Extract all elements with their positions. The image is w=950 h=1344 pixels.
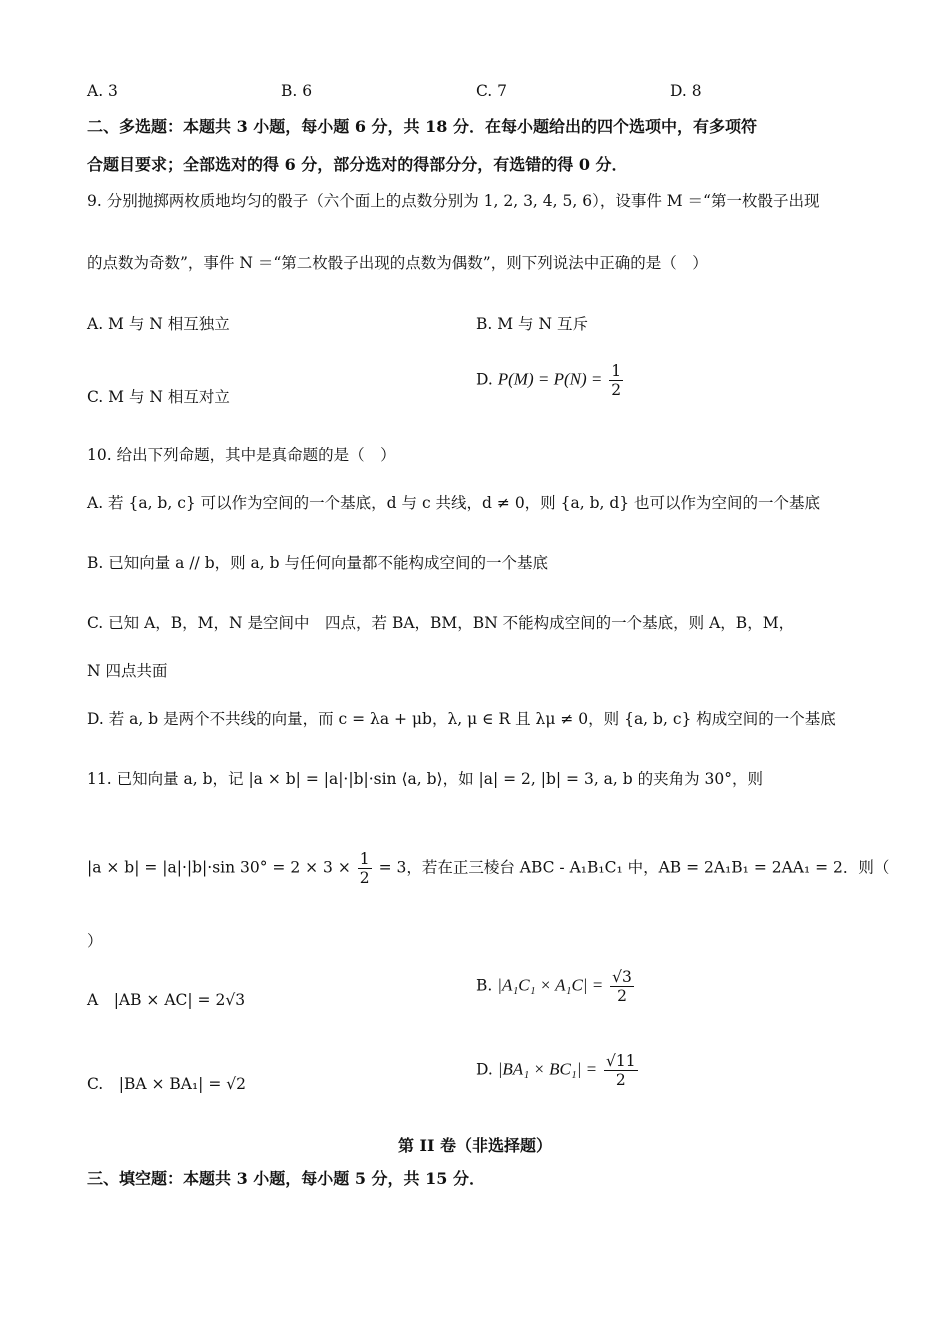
q9-stem-line2: 的点数为奇数”，事件 N ＝“第二枚骰子出现的点数为偶数”，则下列说法中正确的是（ ） [87, 254, 708, 272]
q9-option-d-fraction [609, 362, 623, 399]
q11-option-b-fraction [610, 968, 634, 1005]
q11-option-b-expr: |A₁C₁ × A₁C| = [497, 975, 604, 995]
q9-option-b: B. M 与 N 互斥 [476, 315, 588, 333]
section2-line1: 二、多选题：本题共 3 小题，每小题 6 分，共 18 分．在每小题给出的四个选项中，有多项符 [87, 117, 757, 136]
q10-stem: 10. 给出下列命题，其中是真命题的是（ ） [87, 446, 396, 464]
q11-example-expr: |a × b| = |a|·|b|·sin 30° = 2 × 3 × [87, 858, 351, 877]
q11-option-d-expr: |BA₁ × BC₁| = [497, 1059, 598, 1079]
q11-stem-line3: ） [87, 932, 103, 950]
q11-option-b [476, 968, 636, 1005]
q11-stem-line1: 11. 已知向量 a, b，记 |a × b| = |a|·|b|·sin ⟨a, b⟩，如 |a| = 2, |b| = 3, a, b 的夹角为 30°，则 [87, 770, 764, 788]
q9-option-c: C. M 与 N 相互对立 [87, 388, 230, 406]
q11-option-b-denominator: 2 [617, 987, 627, 1005]
q10-option-c-line2: N 四点共面 [87, 662, 168, 680]
q8-option-d: D. 8 [670, 82, 702, 100]
q10-option-d: D. 若 a, b 是两个不共线的向量，而 c = λa + μb，λ, μ ∈ R 且 λμ ≠ 0，则 {a, b, c} 构成空间的一个基底 [87, 710, 836, 728]
q11-example-denominator: 2 [359, 869, 370, 887]
q11-example-numerator: 1 [359, 850, 370, 868]
q11-stem-rest: = 3，若在正三棱台 ABC - A₁B₁C₁ 中，AB = 2A₁B₁ = 2AA₁ = 2．则（ [378, 858, 890, 877]
q11-option-d-denominator: 2 [615, 1071, 626, 1089]
q11-option-a: A |AB × AC| = 2√3 [87, 991, 246, 1009]
q9-stem-line1: 9. 分别抛掷两枚质地均匀的骰子（六个面上的点数分别为 1, 2, 3, 4, 5, 6），设事件 M ＝“第一枚骰子出现 [87, 192, 820, 210]
q10-option-c-line1: C. 已知 A，B，M，N 是空间中 四点，若 BA，BM，BN 不能构成空间的一个基底，则 A，B，M， [87, 614, 795, 632]
part2-title: 第 II 卷（非选择题） [397, 1136, 553, 1155]
q9-option-d-denominator: 2 [611, 381, 622, 399]
q8-option-a: A. 3 [87, 82, 118, 100]
q11-example-fraction [358, 850, 372, 887]
q8-option-c: C. 7 [476, 82, 508, 100]
q9-option-d-expr: P(M) = P(N) = [497, 369, 603, 389]
q9-option-d [476, 362, 625, 399]
q11-option-b-numerator: √3 [612, 968, 632, 986]
q8-option-b: B. 6 [281, 82, 313, 100]
q9-option-d-numerator: 1 [611, 362, 622, 380]
q11-option-d-fraction [604, 1052, 638, 1089]
q11-option-c: C. |BA × BA₁| = √2 [87, 1075, 246, 1093]
q9-option-a: A. M 与 N 相互独立 [87, 315, 230, 333]
q11-option-d-numerator: √11 [606, 1052, 636, 1070]
q11-option-d-label: D. [476, 1060, 493, 1079]
q9-option-d-label: D. [476, 370, 493, 389]
q11-option-b-label: B. [476, 976, 493, 995]
q10-option-b: B. 已知向量 a // b，则 a, b 与任何向量都不能构成空间的一个基底 [87, 554, 549, 572]
q10-option-a: A. 若 {a, b, c} 可以作为空间的一个基底，d 与 c 共线，d ≠ 0，则 {a, b, d} 也可以作为空间的一个基底 [87, 494, 821, 512]
q11-stem-line2 [87, 850, 889, 887]
q11-option-d [476, 1052, 640, 1089]
section3-heading: 三、填空题：本题共 3 小题，每小题 5 分，共 15 分． [87, 1169, 485, 1188]
section2-line2: 合题目要求；全部选对的得 6 分，部分选对的得部分分，有选错的得 0 分． [87, 155, 628, 174]
